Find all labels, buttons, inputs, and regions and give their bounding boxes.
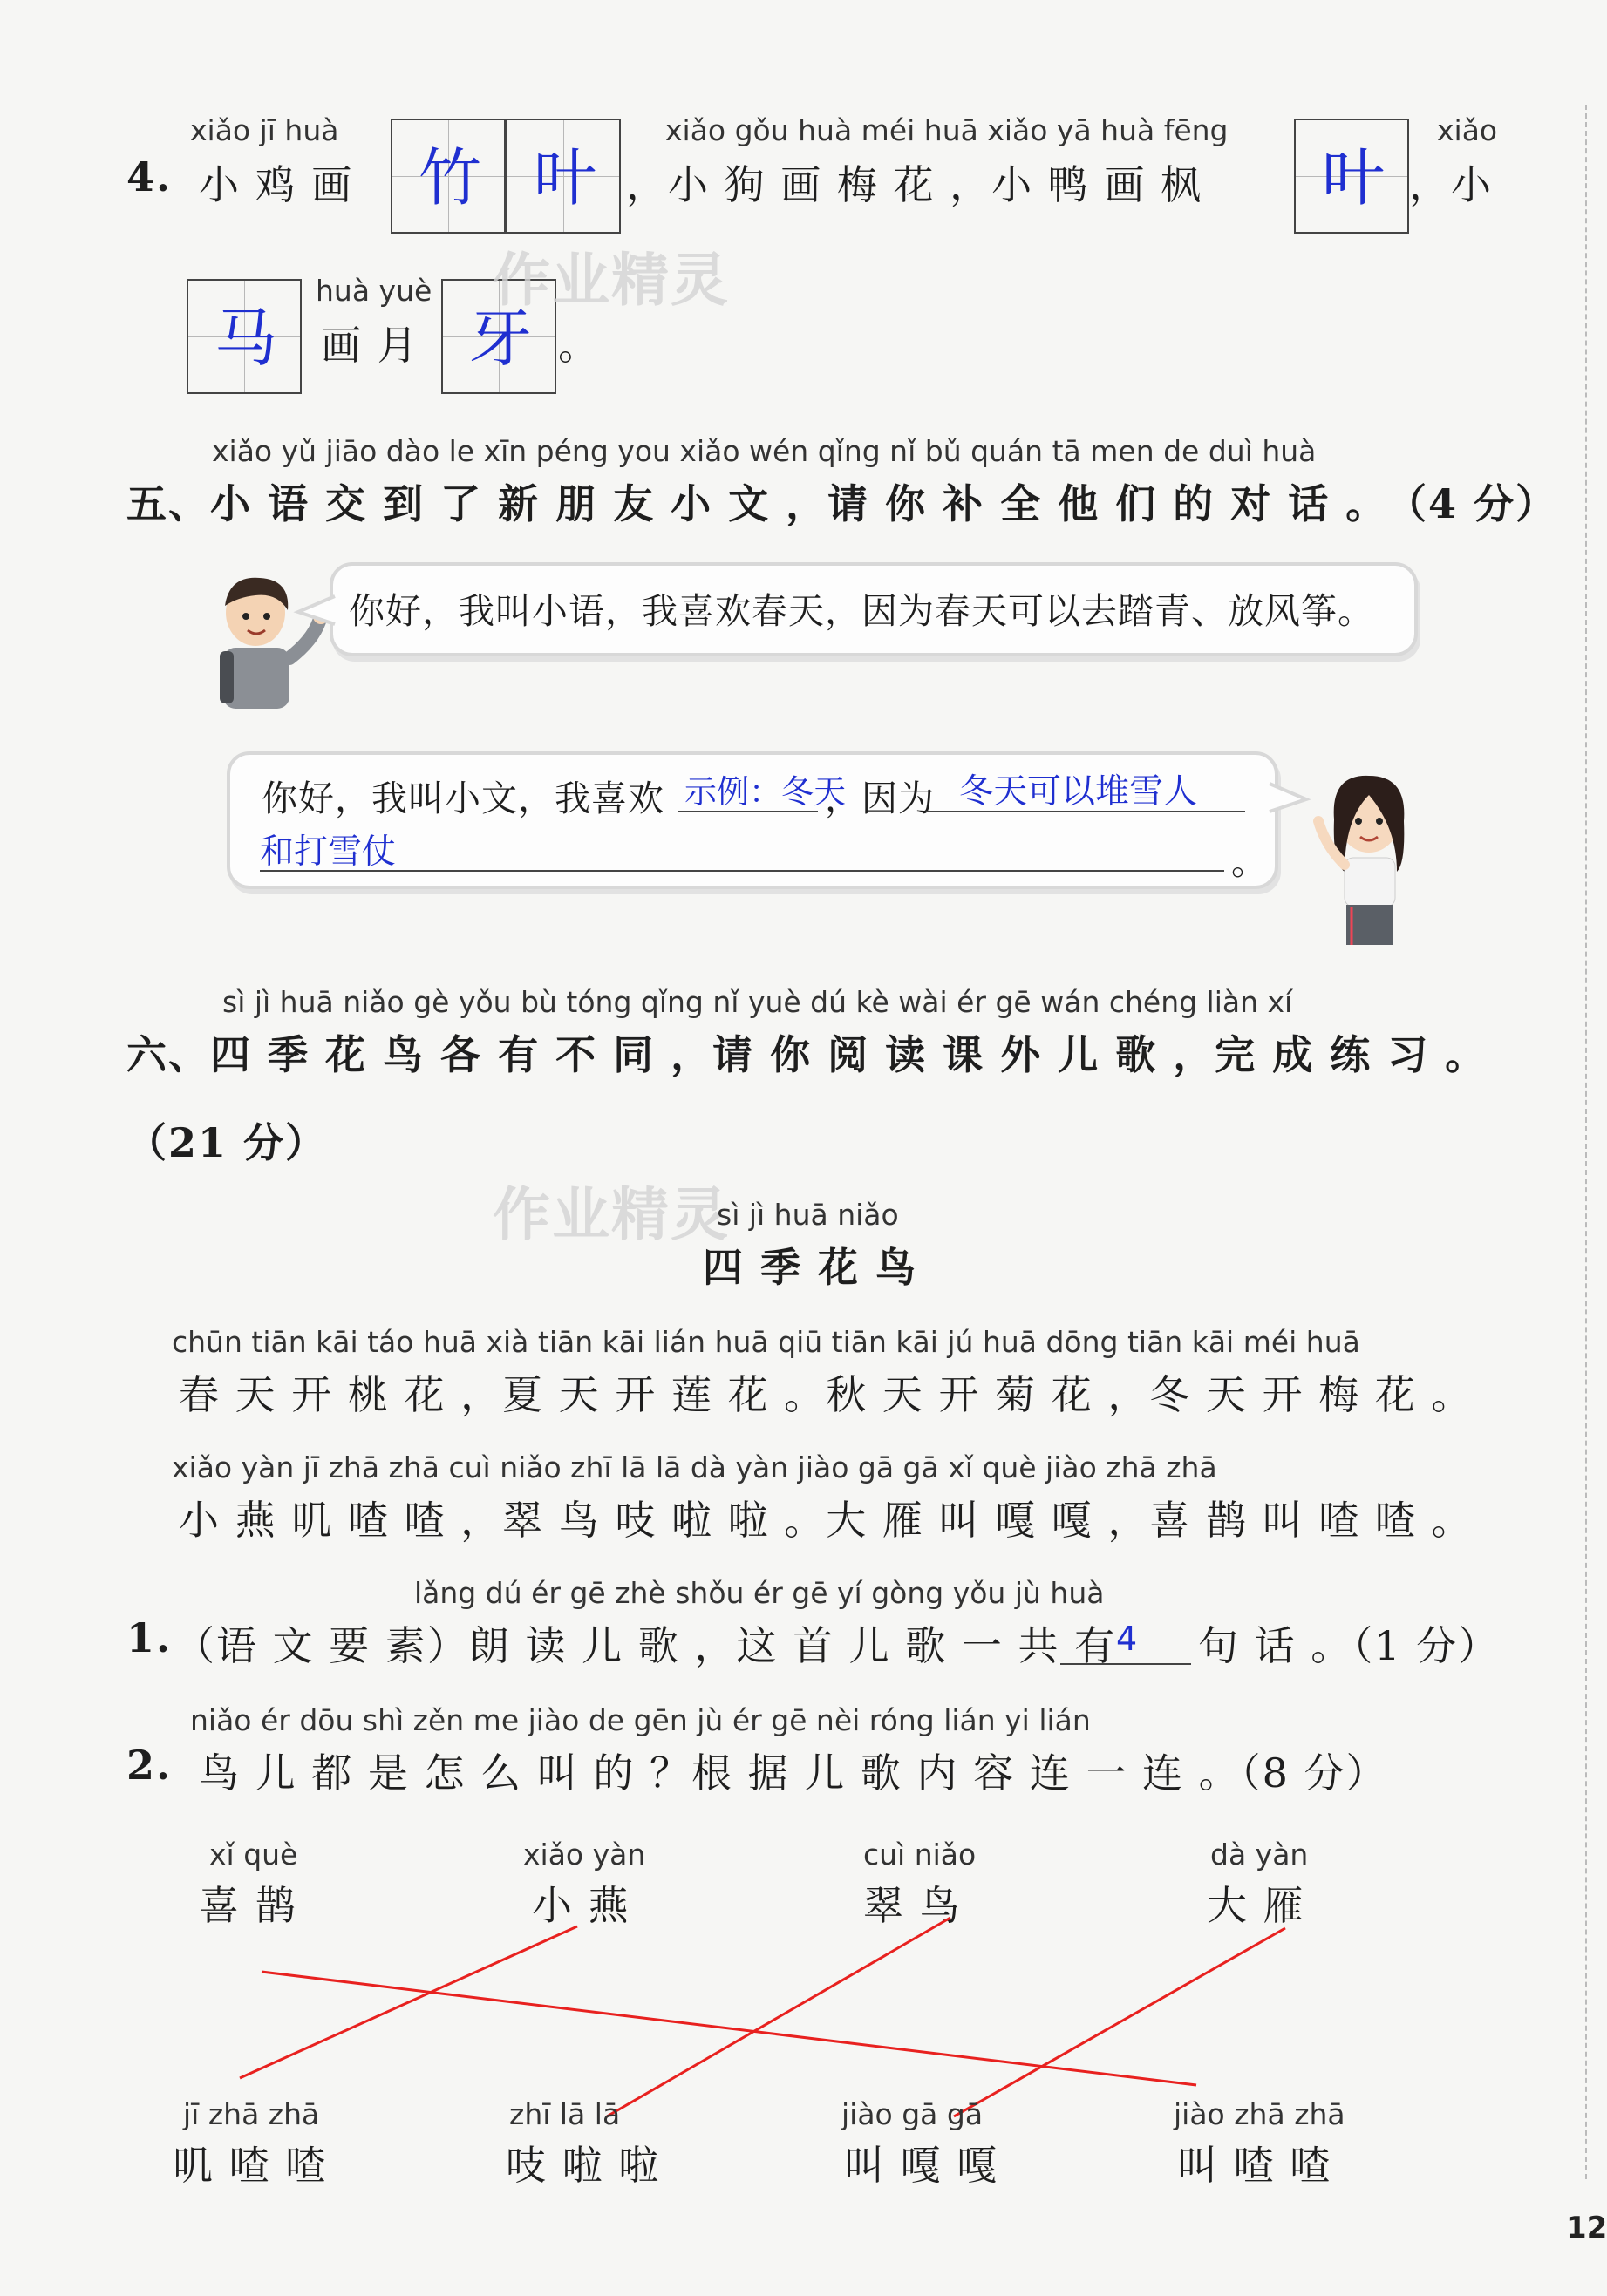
- sound-3-name[interactable]: 叫 嘎 嘎: [844, 2142, 999, 2189]
- bird-3-name[interactable]: 翠 鸟: [863, 1882, 962, 1929]
- page-number: 12: [1566, 2211, 1607, 2245]
- match-line-dayan: [954, 1928, 1285, 2116]
- q1-answer[interactable]: 4: [1116, 1620, 1138, 1658]
- q4-number: 4.: [126, 153, 173, 200]
- q4-box-4[interactable]: 马: [187, 279, 302, 394]
- q4-text-c: ，小: [1409, 161, 1493, 208]
- q4-box-2[interactable]: 叶: [506, 119, 621, 234]
- girl-answer-2[interactable]: 冬天可以堆雪人: [959, 772, 1198, 812]
- sound-4-pinyin: jiào zhā zhā: [1174, 2097, 1345, 2131]
- q4-text-d: 画 月: [321, 322, 419, 369]
- watermark-1: 作业精灵: [493, 247, 730, 314]
- poem-title-pinyin: sì jì huā niǎo: [717, 1198, 899, 1232]
- q4-pinyin-b: xiǎo gǒu huà méi huā xiǎo yā huà fēng: [665, 113, 1229, 147]
- match-line-xique: [262, 1972, 1196, 2085]
- q4-text-a: 小 鸡 画: [199, 161, 354, 208]
- bird-1-pinyin: xǐ què: [209, 1837, 298, 1871]
- q2-text: 鸟 儿 都 是 怎 么 叫 的 ？根 据 儿 歌 内 容 连 一 连 。（8 分）: [199, 1749, 1388, 1797]
- bird-4-pinyin: dà yàn: [1210, 1837, 1309, 1871]
- girl-answer-1[interactable]: 示例：冬天: [684, 773, 846, 811]
- q2-number: 2.: [126, 1742, 173, 1789]
- bird-2-pinyin: xiǎo yàn: [523, 1837, 646, 1871]
- sound-2-name[interactable]: 吱 啦 啦: [506, 2142, 661, 2189]
- sound-3-pinyin: jiào gā gā: [841, 2097, 984, 2131]
- watermark-2: 作业精灵: [493, 1181, 730, 1248]
- sound-1-name[interactable]: 叽 喳 喳: [173, 2142, 328, 2189]
- q4-text-e: 。: [558, 322, 600, 369]
- boy-speech-text: 你好，我叫小语，我喜欢春天，因为春天可以去踏青、放风筝。: [349, 590, 1374, 632]
- girl-answer-3[interactable]: 和打雪仗: [260, 832, 397, 872]
- q4-text-b: ，小 狗 画 梅 花 ，小 鸭 画 枫: [626, 161, 1202, 208]
- sound-1-pinyin: jī zhā zhā: [183, 2097, 320, 2131]
- poem-line-2: 小 燕 叽 喳 喳 ，翠 鸟 吱 啦 啦 。大 雁 叫 嘎 嘎 ，喜 鹊 叫 喳 喳 。: [179, 1497, 1474, 1544]
- q2-pinyin: niǎo ér dōu shì zěn me jiào de gēn jù ér gē nèi róng lián yi lián: [190, 1703, 1091, 1737]
- q1-pinyin: lǎng dú ér gē zhè shǒu ér gē yí gòng yǒu jù huà: [414, 1576, 1105, 1610]
- sec6-title: 六、四 季 花 鸟 各 有 不 同 ，请 你 阅 读 课 外 儿 歌 ，完 成 练 习 。: [126, 1031, 1488, 1078]
- sound-2-pinyin: zhī lā lā: [509, 2097, 621, 2131]
- bird-4-name[interactable]: 大 雁: [1207, 1882, 1305, 1929]
- q4-box-1[interactable]: 竹: [391, 119, 506, 234]
- sec5-score: （4 分）: [1386, 480, 1558, 527]
- sec6-pinyin: sì jì huā niǎo gè yǒu bù tóng qǐng nǐ yuè dú kè wài ér gē wán chéng liàn xí: [222, 985, 1293, 1019]
- q1-text-a: （语 文 要 素）朗 读 儿 歌 ，这 首 儿 歌 一 共 有: [174, 1622, 1117, 1669]
- sound-4-name[interactable]: 叫 喳 喳: [1177, 2142, 1332, 2189]
- q1-number: 1.: [126, 1614, 173, 1661]
- match-line-cuiniao: [607, 1918, 950, 2116]
- bird-1-name[interactable]: 喜 鹊: [199, 1882, 297, 1929]
- q1-text-b: 句 话 。（1 分）: [1198, 1622, 1501, 1669]
- poem-line-1-pinyin: chūn tiān kāi táo huā xià tiān kāi lián huā qiū tiān kāi jú huā dōng tiān kāi méi huā: [172, 1325, 1360, 1359]
- q4-pinyin-a: xiǎo jī huà: [190, 113, 339, 147]
- q4-pinyin-c: xiǎo: [1437, 113, 1498, 147]
- bird-2-name[interactable]: 小 燕: [532, 1882, 630, 1929]
- sec6-score: （21 分）: [126, 1119, 328, 1166]
- poem-title: 四 季 花 鸟: [703, 1244, 918, 1291]
- poem-line-2-pinyin: xiǎo yàn jī zhā zhā cuì niǎo zhī lā lā dà yàn jiào gā gā xǐ què jiào zhā zhā: [172, 1450, 1217, 1484]
- bird-3-pinyin: cuì niǎo: [863, 1837, 977, 1871]
- q4-box-5[interactable]: 牙: [441, 279, 556, 394]
- girl-speech-end: 。: [1231, 841, 1269, 883]
- q4-pinyin-d: huà yuè: [316, 274, 432, 308]
- poem-line-1: 春 天 开 桃 花 ，夏 天 开 莲 花 。秋 天 开 菊 花 ，冬 天 开 梅 花 。: [179, 1371, 1474, 1418]
- match-line-xiaoyan: [240, 1926, 577, 2078]
- girl-speech-mid: ，因为: [825, 778, 935, 819]
- sec5-title: 五、小 语 交 到 了 新 朋 友 小 文 ，请 你 补 全 他 们 的 对 话 。: [126, 480, 1388, 527]
- q4-box-3[interactable]: 叶: [1294, 119, 1409, 234]
- girl-speech-prefix: 你好，我叫小文，我喜欢: [262, 778, 664, 819]
- sec5-pinyin: xiǎo yǔ jiāo dào le xīn péng you xiǎo wén qǐng nǐ bǔ quán tā men de duì huà: [212, 434, 1317, 468]
